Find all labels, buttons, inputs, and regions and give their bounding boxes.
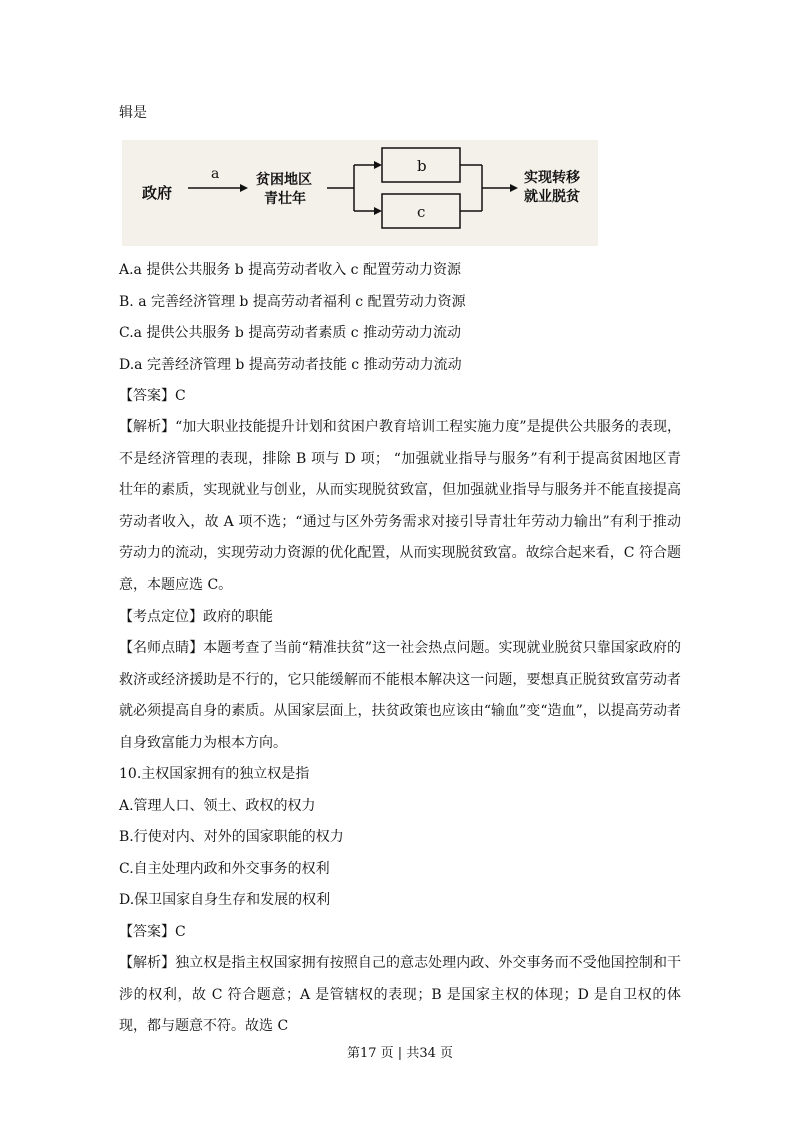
q9-option-b: B. a 完善经济管理 b 提高劳动者福利 c 配置劳动力资源 xyxy=(119,294,466,310)
merge-out-head xyxy=(510,184,518,192)
node-result-line1: 实现转移 xyxy=(524,170,580,186)
q10-analysis: 【解析】独立权是指主权国家拥有按照自己的意志处理内政、外交事务而不受他国控制和干涉的权利，故 C 符合题意；A 是管辖权的表现；B 是国家主权的体现；D 是自卫权的体现，都与题意不符。故选 C xyxy=(119,955,681,1035)
q9-analysis: 【解析】“加大职业技能提升计划和贫困户教育培训工程实施力度”是提供公共服务的表现，不是经济管理的表现，排除 B 项与 D 项； “加强就业指导与服务”有利于提高贫困地区青壮年的素质，实现就业与创业，从而实现脱贫致富，但加强就业指导与服务并不能直接提高劳动者收入，故 A 项不选；“通过与区外劳务需求对接引导青壮年劳动力输出”有利于推动劳动力的流动，实现劳动力资源的优化配置，从而实现脱贫致富。故综合起来看，C 符合题意，本题应选 C。 xyxy=(119,419,681,593)
q10-option-b: B.行使对内、对外的国家职能的权力 xyxy=(119,829,344,845)
arrow-a-head xyxy=(240,184,248,192)
node-government: 政府 xyxy=(142,184,173,202)
box-c-label: c xyxy=(417,203,426,221)
arrow-label-a: a xyxy=(211,166,220,182)
q10-option-d: D.保卫国家自身生存和发展的权利 xyxy=(119,892,331,908)
flow-diagram xyxy=(122,140,598,246)
arrow-to-c-head xyxy=(374,207,382,215)
node-poor-area-line2: 青壮年 xyxy=(264,191,306,207)
q9-option-c: C.a 提供公共服务 b 提高劳动者素质 c 推动劳动力流动 xyxy=(119,325,462,341)
box-b-label: b xyxy=(417,157,427,175)
page-footer: 第17 页 | 共34 页 xyxy=(347,1046,453,1061)
q10-option-a: A.管理人口、领土、政权的权力 xyxy=(119,798,316,814)
flow-diagram-svg xyxy=(122,140,598,246)
q9-option-a: A.a 提供公共服务 b 提高劳动者收入 c 配置劳动力资源 xyxy=(119,262,461,278)
node-poor-area-line1: 贫困地区 xyxy=(256,172,312,188)
arrow-to-b-head xyxy=(374,161,382,169)
q9-knowledge-point: 【考点定位】政府的职能 xyxy=(119,609,273,625)
q10-answer: 【答案】C xyxy=(119,924,186,940)
q9-option-d: D.a 完善经济管理 b 提高劳动者技能 c 推动劳动力流动 xyxy=(119,357,462,373)
q10-stem: 10.主权国家拥有的独立权是指 xyxy=(119,766,310,782)
node-result-line2: 就业脱贫 xyxy=(524,189,580,205)
q9-answer: 【答案】C xyxy=(119,388,186,404)
q9-teacher-comment: 【名师点睛】本题考查了当前“精准扶贫”这一社会热点问题。实现就业脱贫只靠国家政府的救济或经济援助是不行的，它只能缓解而不能根本解决这一问题，要想真正脱贫致富劳动者就必须提高自身的素质。从国家层面上，扶贫政策也应该由“输血”变“造血”，以提高劳动者自身致富能力为根本方向。 xyxy=(119,640,681,751)
q10-option-c: C.自主处理内政和外交事务的权利 xyxy=(119,861,330,877)
question-stem-fragment: 辑是 xyxy=(119,105,147,121)
